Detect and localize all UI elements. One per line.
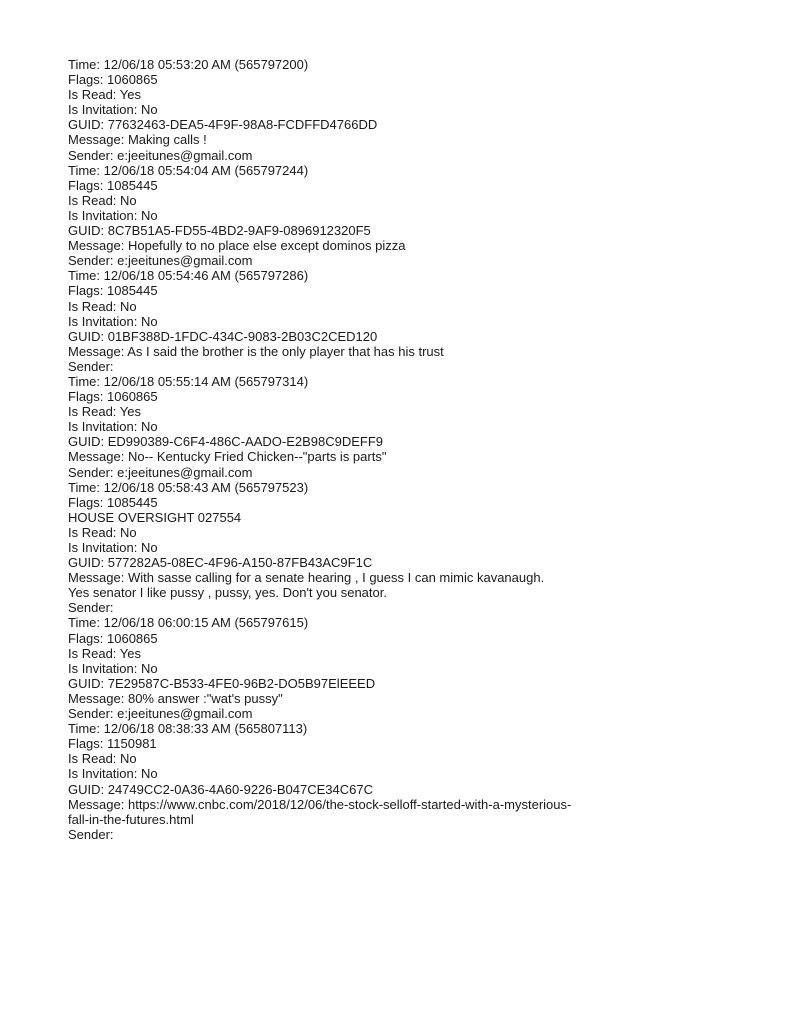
is-read-line: Is Read: No xyxy=(68,524,137,540)
is-invitation-line: Is Invitation: No xyxy=(68,660,158,676)
is-read-line: Is Read: Yes xyxy=(68,404,141,420)
message-line: Message: With sasse calling for a senate hearing , I guess I can mimic kavanaugh. xyxy=(68,570,545,586)
message-line: Message: https://www.cnbc.com/2018/12/06/the-stock-selloff-started-with-a-mysterious- xyxy=(68,796,572,812)
time-line: Time: 12/06/18 05:53:20 AM (565797200) xyxy=(68,57,309,72)
time-line: Time: 12/06/18 05:58:43 AM (565797523) xyxy=(68,479,309,495)
sender-line: Sender: e:jeeitunes@gmail.com xyxy=(68,706,253,722)
sender-line: Sender: xyxy=(68,600,114,616)
sender-line: Sender: xyxy=(68,826,114,842)
bates-stamp: HOUSE OVERSIGHT 027554 xyxy=(68,509,242,525)
time-line: Time: 12/06/18 05:54:46 AM (565797286) xyxy=(68,268,309,284)
is-invitation-line: Is Invitation: No xyxy=(68,313,158,329)
is-read-line: Is Read: Yes xyxy=(68,645,141,661)
is-read-line: Is Read: No xyxy=(68,751,137,767)
guid-line: GUID: 7E29587C-B533-4FE0-96B2-DO5B97ElEEED xyxy=(68,675,376,691)
time-line: Time: 12/06/18 08:38:33 AM (565807113) xyxy=(68,721,308,737)
message-line: Message: Hopefully to no place else except dominos pizza xyxy=(68,238,406,254)
message-log-document xyxy=(68,57,768,842)
flags-line: Flags: 1085445 xyxy=(68,177,158,193)
flags-line: Flags: 1060865 xyxy=(68,389,158,405)
time-line: Time: 12/06/18 06:00:15 AM (565797615) xyxy=(68,615,309,631)
guid-line: GUID: 24749CC2-0A36-4A60-9226-B047CE34C67C xyxy=(68,781,373,797)
is-invitation-line: Is Invitation: No xyxy=(68,419,158,435)
is-read-line: Is Read: Yes xyxy=(68,87,141,103)
message-continuation-line: Yes senator I like pussy , pussy, yes. Don't you senator. xyxy=(68,585,387,601)
sender-line: Sender: e:jeeitunes@gmail.com xyxy=(68,253,253,269)
is-read-line: Is Read: No xyxy=(68,298,137,314)
sender-line: Sender: xyxy=(68,358,114,374)
message-line: Message: As I said the brother is the only player that has his trust xyxy=(68,343,444,359)
is-invitation-line: Is Invitation: No xyxy=(68,207,158,223)
is-invitation-line: Is Invitation: No xyxy=(68,540,158,555)
guid-line: GUID: ED990389-C6F4-486C-AADO-E2B98C9DEFF9 xyxy=(68,434,384,450)
flags-line: Flags: 1085445 xyxy=(68,494,158,510)
flags-line: Flags: 1060865 xyxy=(68,72,158,88)
time-line: Time: 12/06/18 05:55:14 AM (565797314) xyxy=(68,373,309,389)
flags-line: Flags: 1150981 xyxy=(68,736,157,752)
message-continuation-line: fall-in-the-futures.html xyxy=(68,811,194,827)
guid-line: GUID: 01BF388D-1FDC-434C-9083-2B03C2CED120 xyxy=(68,328,378,344)
is-invitation-line: Is Invitation: No xyxy=(68,102,158,118)
message-line: Message: No-- Kentucky Fried Chicken--"parts is parts" xyxy=(68,449,387,465)
is-invitation-line: Is Invitation: No xyxy=(68,766,158,782)
guid-line: GUID: 577282A5-08EC-4F96-A150-87FB43AC9F1C xyxy=(68,555,373,571)
message-line: Message: Making calls ! xyxy=(68,132,207,148)
time-line: Time: 12/06/18 05:54:04 AM (565797244) xyxy=(68,162,309,178)
is-read-line: Is Read: No xyxy=(68,192,137,208)
flags-line: Flags: 1060865 xyxy=(68,630,158,646)
sender-line: Sender: e:jeeitunes@gmail.com xyxy=(68,147,253,163)
guid-line: GUID: 8C7B51A5-FD55-4BD2-9AF9-0896912320F5 xyxy=(68,223,371,239)
message-line: Message: 80% answer :"wat's pussy" xyxy=(68,690,283,706)
sender-line: Sender: e:jeeitunes@gmail.com xyxy=(68,464,253,480)
flags-line: Flags: 1085445 xyxy=(68,283,158,299)
guid-line: GUID: 77632463-DEA5-4F9F-98A8-FCDFFD4766DD xyxy=(68,117,378,133)
